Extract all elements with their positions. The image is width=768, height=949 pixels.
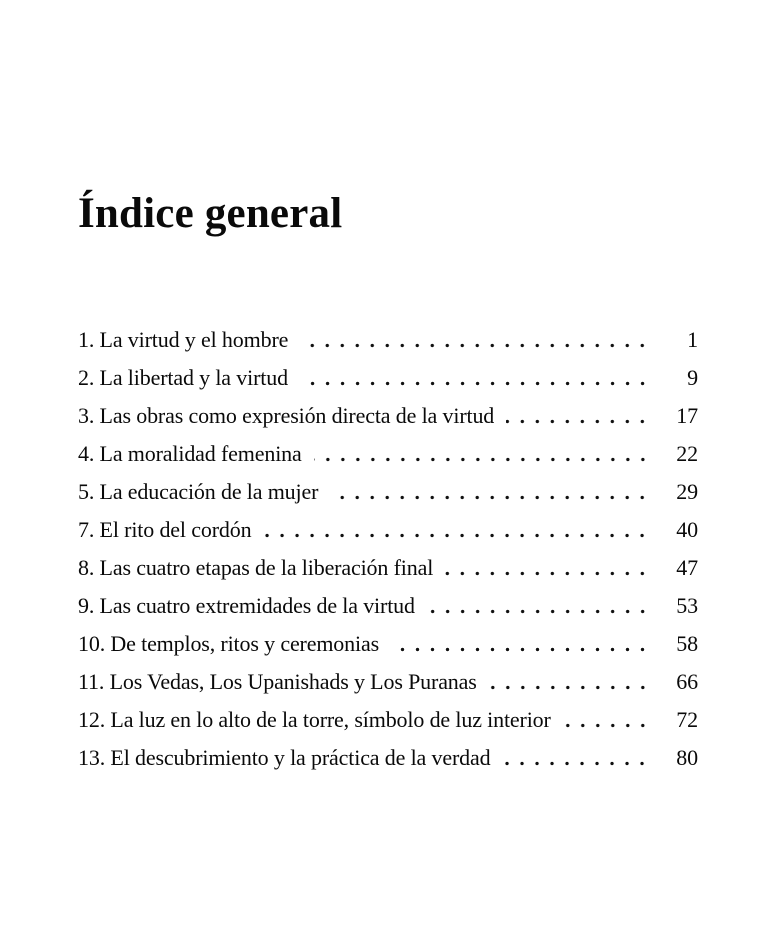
toc-entry-label: 5. La educación de la mujer: [78, 479, 319, 504]
toc-entry-label: 12. La luz en lo alto de la torre, símbolo de luz interior: [78, 707, 551, 732]
toc-entry-label: 7. El rito del cordón: [78, 517, 252, 542]
toc-entry-page-number: 1: [687, 327, 698, 352]
dot-leader: [494, 397, 652, 435]
dot-leader: [251, 511, 652, 549]
dot-leader: [490, 739, 652, 777]
toc-entry-page-number: 66: [676, 669, 698, 694]
toc-entry: [78, 701, 698, 739]
dot-leader: [433, 549, 652, 587]
toc-entry-label: 13. El descubrimiento y la práctica de la verdad: [78, 745, 491, 770]
toc-entry-label: 9. Las cuatro extremidades de la virtud: [78, 593, 415, 618]
toc-entry-label: 4. La moralidad femenina: [78, 441, 302, 466]
dot-leader: [551, 701, 652, 739]
toc-entry-label: 3. Las obras como expresión directa de la virtud: [78, 403, 495, 428]
toc-entry: [78, 549, 698, 587]
dot-leader: [288, 321, 652, 359]
toc-entry-label: 10. De templos, ritos y ceremonias: [78, 631, 379, 656]
toc-entry-page-number: 80: [676, 745, 698, 770]
dot-leader: [477, 663, 652, 701]
toc-entry-page-number: 17: [676, 403, 698, 428]
toc-entry-label: 2. La libertad y la virtud: [78, 365, 288, 390]
toc-entry: [78, 739, 698, 777]
toc-entry-label: 8. Las cuatro etapas de la liberación final: [78, 555, 434, 580]
toc-entry: [78, 321, 698, 359]
toc-entry-page-number: 47: [676, 555, 698, 580]
dot-leader: [318, 473, 652, 511]
dot-leader: [415, 587, 652, 625]
toc-entry-page-number: 53: [676, 593, 698, 618]
toc-entry-page-number: 9: [687, 365, 698, 390]
toc-entry-page-number: 40: [676, 517, 698, 542]
toc-entry-page-number: 29: [676, 479, 698, 504]
toc-list: [78, 321, 698, 777]
toc-entry: [78, 625, 698, 663]
toc-entry-label: 11. Los Vedas, Los Upanishads y Los Puranas: [78, 669, 477, 694]
page-title: Índice general: [78, 190, 343, 237]
toc-entry-page-number: 72: [676, 707, 698, 732]
toc-entry: [78, 359, 698, 397]
toc-entry: [78, 435, 698, 473]
toc-entry: [78, 587, 698, 625]
toc-entry-label: 1. La virtud y el hombre: [78, 327, 289, 352]
toc-entry-page-number: 22: [676, 441, 698, 466]
toc-entry: [78, 473, 698, 511]
dot-leader: [379, 625, 652, 663]
toc-entry: [78, 511, 698, 549]
dot-leader: [302, 435, 652, 473]
toc-entry: [78, 397, 698, 435]
toc-entry: [78, 663, 698, 701]
toc-entry-page-number: 58: [676, 631, 698, 656]
dot-leader: [288, 359, 652, 397]
